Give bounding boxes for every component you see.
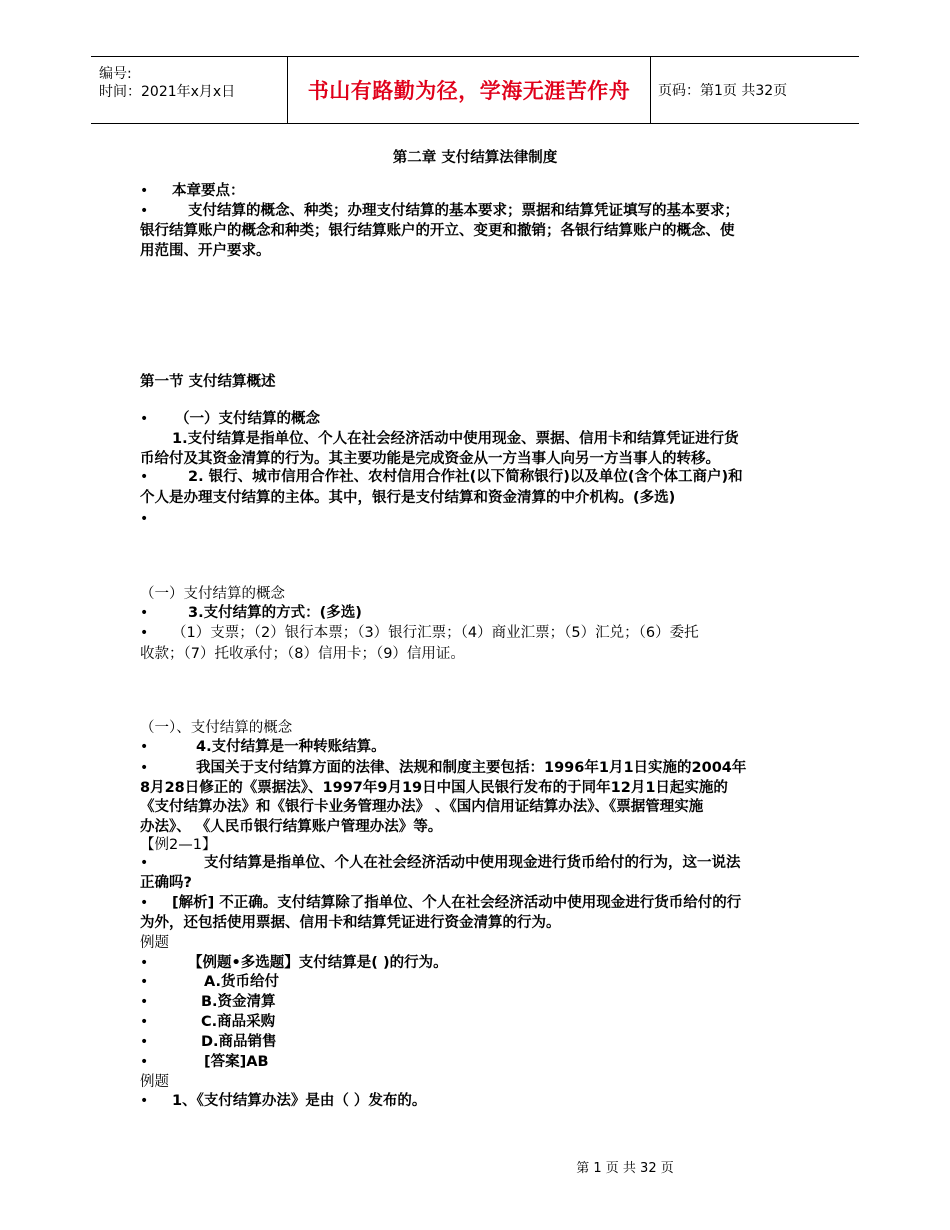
example-label: 例题 [140,935,169,951]
text-line: 支付结算是指单位、个人在社会经济活动中使用现金进行货币给付的行为，这一说法 [204,855,741,871]
serial-label: 编号: [99,66,132,82]
text-line: 支付结算的概念、种类；办理支付结算的基本要求；票据和结算凭证填写的基本要求； [188,203,739,219]
text-line: 《支付结算办法》和《银行卡业务管理办法》 、《国内信用证结算办法》、《票据管理实施 [140,799,704,815]
bullet: • [140,760,149,776]
text-line: 用范围、开户要求。 [140,243,271,259]
text-line: 我国关于支付结算方面的法律、法规和制度主要包括：1996年1月1日实施的2004年 [196,760,747,776]
text-line: 3.支付结算的方式：(多选) [188,605,362,621]
subsection-heading: （一）、支付结算的概念 [140,720,293,736]
option-b: B.资金清算 [201,994,276,1010]
text-line: （1）支票；（2）银行本票；（3）银行汇票；（4）商业汇票；（5）汇兑；（6）委托 [172,625,699,641]
text-line: 2. 银行、城市信用合作社、农村信用合作社(以下简称银行)以及单位(含个体工商户)和 [188,469,743,485]
text-line: 正确吗? [140,875,192,891]
motto: 书山有路勤为径，学海无涯苦作舟 [307,79,631,103]
text-line: 1.支付结算是指单位、个人在社会经济活动中使用现金、票据、信用卡和结算凭证进行货 [172,431,739,447]
text-line: [解析] 不正确。支付结算除了指单位、个人在社会经济活动中使用现金进行货币给付的行 [172,895,742,911]
example-label: 例题 [140,1074,169,1090]
bullet: • [140,183,149,199]
bullet: • [140,895,149,911]
section-heading: 第一节 支付结算概述 [140,374,276,390]
key-points-heading: 本章要点： [172,183,245,199]
chapter-title: 第二章 支付结算法律制度 [392,150,558,166]
header-left-cell [91,57,287,123]
text-line: 币给付及其资金清算的行为。其主要功能是完成资金从一方当事人向另一方当事人的转移。 [140,451,720,467]
bullet: • [140,625,149,641]
bullet: • [140,994,149,1010]
subsection-heading: （一）支付结算的概念 [140,586,285,602]
answer-line: [答案]AB [204,1054,269,1070]
text-line: 办法》、 《人民币银行结算账户管理办法》等。 [140,819,443,835]
option-a: A.货币给付 [204,974,279,990]
bullet: • [140,955,149,971]
bullet: • [140,469,149,485]
bullet: • [140,1054,149,1070]
option-c: C.商品采购 [201,1014,276,1030]
bullet: • [140,411,149,427]
header-motto-cell [287,57,651,123]
bullet: • [140,855,149,871]
text-line: 个人是办理支付结算的主体。其中，银行是支付结算和资金清算的中介机构。(多选) [140,490,676,506]
bullet: • [140,1034,149,1050]
header-table [91,56,859,124]
bullet: • [140,511,149,527]
bullet: • [140,605,149,621]
option-d: D.商品销售 [201,1034,277,1050]
bullet: • [140,974,149,990]
time-label: 时间：2021年x月x日 [99,84,236,100]
header-page-cell [650,57,859,123]
page-footer: 第 1 页 共 32 页 [576,1161,674,1176]
text-line: 8月28日修正的《票据法》、1997年9月19日中国人民银行发布的于同年12月1日起实施的 [140,780,728,796]
bullet: • [140,203,149,219]
text-line: 为外，还包括使用票据、信用卡和结算凭证进行资金清算的行为。 [140,915,561,931]
example-label: 【例2—1】 [140,837,217,853]
text-line: 银行结算账户的概念和种类；银行结算账户的开立、变更和撤销；各银行结算账户的概念、使 [140,223,735,239]
bullet: • [140,1093,149,1109]
bullet: • [140,1014,149,1030]
question-line: 【例题•多选题】支付结算是( )的行为。 [188,955,448,971]
text-line: 收款；（7）托收承付；（8）信用卡；（9）信用证。 [140,646,465,662]
question-line: 1、《支付结算办法》是由（ ）发布的。 [172,1093,427,1109]
text-line: 4.支付结算是一种转账结算。 [196,739,386,755]
page-info: 页码：第1页 共32页 [658,83,788,99]
subsection-heading: （一）支付结算的概念 [175,411,320,427]
bullet: • [140,739,149,755]
